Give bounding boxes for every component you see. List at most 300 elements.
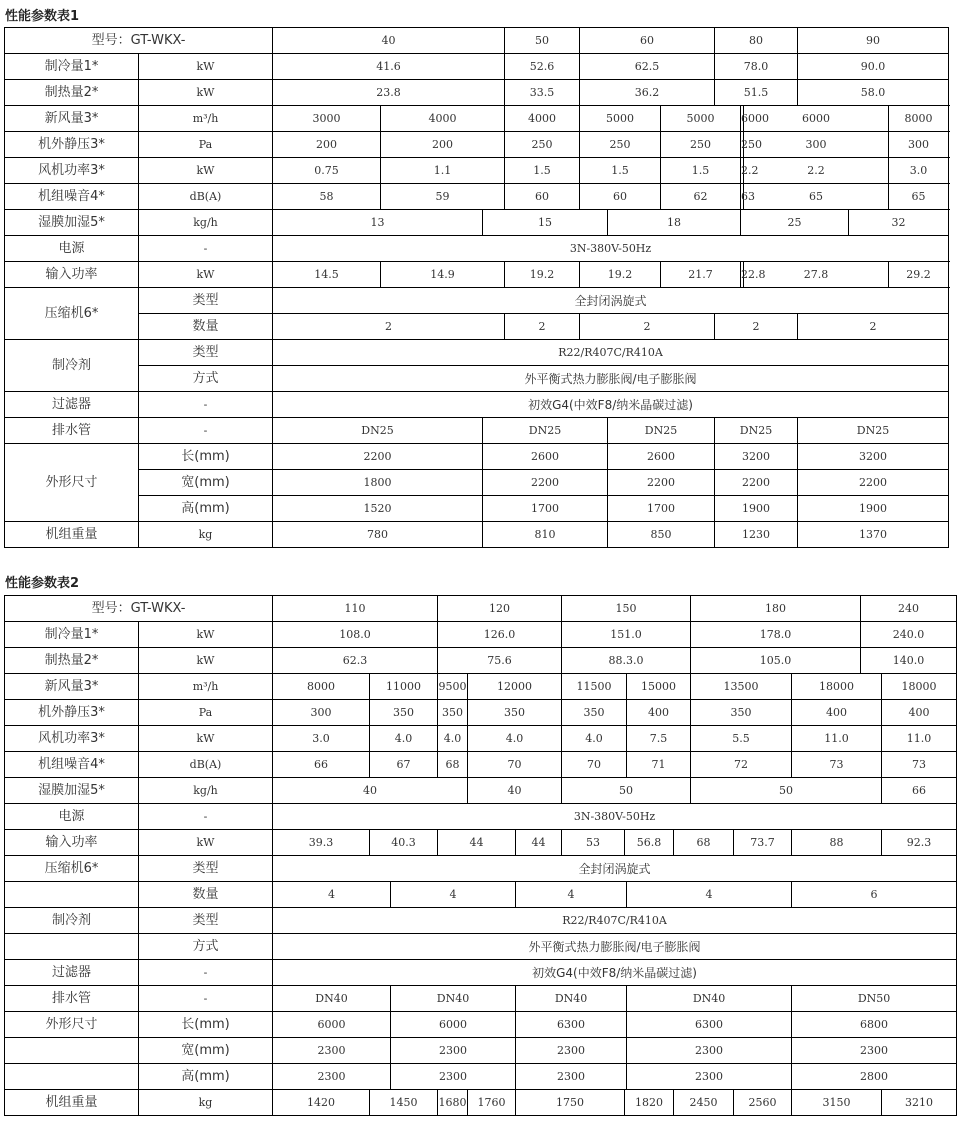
row-label: 新风量3* [5, 106, 139, 132]
row-cooling [5, 54, 949, 80]
value-cell: 350 [468, 700, 562, 726]
row-dim-length [5, 1012, 957, 1038]
value-cell: 8000 [889, 106, 949, 132]
value-cell: 300 [889, 132, 949, 158]
unit-cell: m³/h [139, 106, 273, 132]
value-cell: 11.0 [792, 726, 882, 752]
value-cell: 4.0 [438, 726, 468, 752]
value-cell: 88 [792, 830, 882, 856]
value-cell: 58 [273, 184, 381, 210]
row-dim-height [5, 1064, 957, 1090]
row-noise [5, 184, 949, 210]
section1-title: 性能参数表1 [5, 9, 80, 24]
value-cell: 2300 [273, 1064, 391, 1090]
value-cell: DN25 [483, 418, 608, 444]
sub-label: 高(mm) [139, 496, 273, 522]
value-cell: 1700 [608, 496, 715, 522]
value-cell: 50 [691, 778, 882, 804]
value-cell: 2200 [273, 444, 483, 470]
value-cell: 62.3 [273, 648, 438, 674]
value-cell: 外平衡式热力膨胀阀/电子膨胀阀 [273, 934, 957, 960]
value-cell: 73 [882, 752, 957, 778]
value-cell: 9500 [438, 674, 468, 700]
value-cell: 65 [889, 184, 949, 210]
value-cell: 1230 [715, 522, 798, 548]
value-cell: 44 [438, 830, 516, 856]
row-label-blank [5, 1064, 139, 1090]
value-cell: 2560 [734, 1090, 792, 1116]
model-header: 240 [861, 596, 957, 622]
row-label: 外形尺寸 [5, 1012, 139, 1038]
value-cell: 3000 [273, 106, 381, 132]
row-label: 压缩机6* [5, 856, 139, 882]
row-label: 湿膜加湿5* [5, 210, 139, 236]
value-cell: 250 [505, 132, 580, 158]
unit-cell: kg [139, 1090, 273, 1116]
value-cell: 73 [792, 752, 882, 778]
value-cell: 39.3 [273, 830, 370, 856]
value-cell: 8000 [273, 674, 370, 700]
row-filter [5, 392, 949, 418]
value-cell: 6300 [516, 1012, 627, 1038]
row-refrigerant-mode [5, 934, 957, 960]
value-cell: 126.0 [438, 622, 562, 648]
unit-cell: - [139, 960, 273, 986]
value-cell: 68 [674, 830, 734, 856]
value-cell: 6000 [744, 106, 889, 132]
value-cell: 2600 [608, 444, 715, 470]
row-noise [5, 752, 957, 778]
row-label: 过滤器 [5, 392, 139, 418]
model-header: 90 [798, 28, 949, 54]
row-input-power [5, 830, 957, 856]
unit-cell: - [139, 804, 273, 830]
model-header: 50 [505, 28, 580, 54]
row-label: 输入功率 [5, 830, 139, 856]
value-cell: 400 [627, 700, 691, 726]
value-cell: 1.1 [381, 158, 505, 184]
value-cell: 2300 [627, 1064, 792, 1090]
value-cell: 5000 [580, 106, 661, 132]
value-cell: 1450 [370, 1090, 438, 1116]
model-label: 型号：GT-WKX- [5, 596, 273, 622]
value-cell: 52.6 [505, 54, 580, 80]
value-cell: 6000 [391, 1012, 516, 1038]
value-cell: 1370 [798, 522, 949, 548]
value-cell: 90.0 [798, 54, 949, 80]
row-fan-power [5, 726, 957, 752]
value-cell: 1750 [516, 1090, 625, 1116]
row-label: 机外静压3* [5, 700, 139, 726]
value-cell: 60 [580, 184, 661, 210]
value-cell: 78.0 [715, 54, 798, 80]
value-cell: 初效G4(中效F8/纳米晶碳过滤) [273, 392, 949, 418]
value-cell: 1820 [625, 1090, 674, 1116]
value-cell: 2200 [798, 470, 949, 496]
unit-cell: kW [139, 158, 273, 184]
row-label: 制热量2* [5, 648, 139, 674]
value-cell: 1.5 [580, 158, 661, 184]
unit-cell: kW [139, 54, 273, 80]
row-refrigerant-type [5, 908, 957, 934]
value-cell: 350 [691, 700, 792, 726]
row-label: 机组重量 [5, 522, 139, 548]
row-static-pressure [5, 132, 949, 158]
row-fresh-air [5, 674, 957, 700]
unit-cell: kg/h [139, 210, 273, 236]
row-heating [5, 80, 949, 106]
row-label-blank [5, 934, 139, 960]
value-cell: 1680 [438, 1090, 468, 1116]
row-compressor-type [5, 288, 949, 314]
value-cell: 350 [438, 700, 468, 726]
value-cell: 56.8 [625, 830, 674, 856]
value-cell: DN40 [516, 986, 627, 1012]
unit-cell: dB(A) [139, 184, 273, 210]
value-cell: 71 [627, 752, 691, 778]
row-compressor-type [5, 856, 957, 882]
row-fresh-air [5, 106, 949, 132]
value-cell: 18000 [792, 674, 882, 700]
value-cell: DN40 [391, 986, 516, 1012]
sub-label: 类型 [139, 340, 273, 366]
value-cell: 6800 [792, 1012, 957, 1038]
row-label: 排水管 [5, 418, 139, 444]
unit-cell: Pa [139, 132, 273, 158]
value-cell: 2300 [516, 1064, 627, 1090]
value-cell: 1520 [273, 496, 483, 522]
row-label: 外形尺寸 [5, 444, 139, 522]
value-cell: 3N-380V-50Hz [273, 236, 949, 262]
value-cell: 88.3.0 [562, 648, 691, 674]
value-cell: 40 [468, 778, 562, 804]
model-header: 80 [715, 28, 798, 54]
value-cell: 6000 [273, 1012, 391, 1038]
sub-label: 方式 [139, 366, 273, 392]
value-cell: 50 [562, 778, 691, 804]
unit-cell: m³/h [139, 674, 273, 700]
value-cell: 73.7 [734, 830, 792, 856]
unit-cell: kW [139, 648, 273, 674]
value-cell: 40.3 [370, 830, 438, 856]
row-label: 制冷量1* [5, 54, 139, 80]
value-cell: 23.8 [273, 80, 505, 106]
row-label: 电源 [5, 804, 139, 830]
value-cell: 1760 [468, 1090, 516, 1116]
unit-cell: - [139, 418, 273, 444]
value-cell: DN25 [608, 418, 715, 444]
value-cell: 2.2 [744, 158, 889, 184]
row-cooling [5, 622, 957, 648]
value-cell: 19.2 [580, 262, 661, 288]
row-label: 机组噪音4* [5, 184, 139, 210]
value-cell: 6 [792, 882, 957, 908]
value-cell: 140.0 [861, 648, 957, 674]
value-cell: 4000 [505, 106, 580, 132]
value-cell: 300 [273, 700, 370, 726]
row-label: 过滤器 [5, 960, 139, 986]
value-cell: 22.8 [741, 262, 744, 288]
row-drain [5, 986, 957, 1012]
value-cell: 14.5 [273, 262, 381, 288]
value-cell: 59 [381, 184, 505, 210]
unit-cell: - [139, 236, 273, 262]
unit-cell: - [139, 986, 273, 1012]
row-dim-length [5, 444, 949, 470]
row-model [5, 596, 957, 622]
row-humidify [5, 778, 957, 804]
value-cell: 2 [273, 314, 505, 340]
value-cell: 66 [273, 752, 370, 778]
value-cell: 300 [744, 132, 889, 158]
value-cell: 1.5 [661, 158, 741, 184]
unit-cell: kW [139, 80, 273, 106]
value-cell: 4.0 [468, 726, 562, 752]
row-label: 电源 [5, 236, 139, 262]
value-cell: 200 [273, 132, 381, 158]
value-cell: 18000 [882, 674, 957, 700]
row-compressor-count [5, 314, 949, 340]
value-cell: 2 [715, 314, 798, 340]
value-cell: 58.0 [798, 80, 949, 106]
model-label: 型号：GT-WKX- [5, 28, 273, 54]
unit-cell: Pa [139, 700, 273, 726]
value-cell: 92.3 [882, 830, 957, 856]
value-cell: 2450 [674, 1090, 734, 1116]
value-cell: 2800 [792, 1064, 957, 1090]
value-cell: 14.9 [381, 262, 505, 288]
value-cell: 3200 [715, 444, 798, 470]
value-cell: 4.0 [562, 726, 627, 752]
row-label: 新风量3* [5, 674, 139, 700]
value-cell: 2 [580, 314, 715, 340]
value-cell: 1420 [273, 1090, 370, 1116]
sub-label: 数量 [139, 882, 273, 908]
value-cell: 5.5 [691, 726, 792, 752]
value-cell: 初效G4(中效F8/纳米晶碳过滤) [273, 960, 957, 986]
row-humidify [5, 210, 949, 236]
value-cell: 240.0 [861, 622, 957, 648]
value-cell: 21.7 [661, 262, 741, 288]
value-cell: 2200 [608, 470, 715, 496]
row-label: 湿膜加湿5* [5, 778, 139, 804]
value-cell: 1900 [715, 496, 798, 522]
model-header: 60 [580, 28, 715, 54]
value-cell: 2300 [391, 1064, 516, 1090]
value-cell: 850 [608, 522, 715, 548]
row-refrigerant-type [5, 340, 949, 366]
row-compressor-count [5, 882, 957, 908]
value-cell: 33.5 [505, 80, 580, 106]
value-cell: 350 [370, 700, 438, 726]
row-drain [5, 418, 949, 444]
unit-cell: dB(A) [139, 752, 273, 778]
unit-cell: kg/h [139, 778, 273, 804]
value-cell: R22/R407C/R410A [273, 340, 949, 366]
value-cell: 6300 [627, 1012, 792, 1038]
value-cell: DN25 [798, 418, 949, 444]
value-cell: 3.0 [273, 726, 370, 752]
value-cell: DN25 [715, 418, 798, 444]
value-cell: 2300 [516, 1038, 627, 1064]
row-label: 机组重量 [5, 1090, 139, 1116]
value-cell: 3200 [798, 444, 949, 470]
performance-table-2 [4, 595, 957, 1116]
sub-label: 长(mm) [139, 444, 273, 470]
value-cell: 108.0 [273, 622, 438, 648]
row-power-supply [5, 236, 949, 262]
model-header: 110 [273, 596, 438, 622]
value-cell: 250 [580, 132, 661, 158]
value-cell: 60 [505, 184, 580, 210]
value-cell: DN50 [792, 986, 957, 1012]
value-cell: 3.0 [889, 158, 949, 184]
section2-title: 性能参数表2 [5, 576, 80, 591]
value-cell: 400 [882, 700, 957, 726]
value-cell: 70 [562, 752, 627, 778]
value-cell: 18 [608, 210, 741, 236]
row-dim-height [5, 496, 949, 522]
value-cell: 62.5 [580, 54, 715, 80]
value-cell: 250 [741, 132, 744, 158]
unit-cell: kW [139, 262, 273, 288]
value-cell: 105.0 [691, 648, 861, 674]
value-cell: 2300 [792, 1038, 957, 1064]
value-cell: 51.5 [715, 80, 798, 106]
sub-label: 宽(mm) [139, 1038, 273, 1064]
value-cell: DN40 [273, 986, 391, 1012]
value-cell: 11500 [562, 674, 627, 700]
value-cell: 2300 [391, 1038, 516, 1064]
value-cell: 65 [744, 184, 889, 210]
sub-label: 高(mm) [139, 1064, 273, 1090]
value-cell: 2600 [483, 444, 608, 470]
value-cell: 36.2 [580, 80, 715, 106]
value-cell: 2 [505, 314, 580, 340]
value-cell: 25 [741, 210, 849, 236]
row-filter [5, 960, 957, 986]
sub-label: 宽(mm) [139, 470, 273, 496]
value-cell: 70 [468, 752, 562, 778]
row-label: 制热量2* [5, 80, 139, 106]
sub-label: 长(mm) [139, 1012, 273, 1038]
value-cell: 151.0 [562, 622, 691, 648]
value-cell: 2 [798, 314, 949, 340]
unit-cell: kW [139, 726, 273, 752]
value-cell: 2.2 [741, 158, 744, 184]
value-cell: 7.5 [627, 726, 691, 752]
model-header: 150 [562, 596, 691, 622]
value-cell: 4 [273, 882, 391, 908]
row-weight [5, 1090, 957, 1116]
row-label: 制冷量1* [5, 622, 139, 648]
value-cell: 12000 [468, 674, 562, 700]
value-cell: 11000 [370, 674, 438, 700]
row-dim-width [5, 470, 949, 496]
value-cell: 780 [273, 522, 483, 548]
value-cell: 63 [741, 184, 744, 210]
value-cell: 外平衡式热力膨胀阀/电子膨胀阀 [273, 366, 949, 392]
value-cell: 4 [516, 882, 627, 908]
value-cell: 27.8 [744, 262, 889, 288]
value-cell: 15 [483, 210, 608, 236]
row-static-pressure [5, 700, 957, 726]
value-cell: 350 [562, 700, 627, 726]
row-label: 制冷剂 [5, 908, 139, 934]
value-cell: DN25 [273, 418, 483, 444]
value-cell: 13 [273, 210, 483, 236]
model-header: 120 [438, 596, 562, 622]
value-cell: 400 [792, 700, 882, 726]
value-cell: 40 [273, 778, 468, 804]
value-cell: 全封闭涡旋式 [273, 288, 949, 314]
value-cell: 44 [516, 830, 562, 856]
row-power-supply [5, 804, 957, 830]
value-cell: 66 [882, 778, 957, 804]
unit-cell: kW [139, 622, 273, 648]
row-label: 机外静压3* [5, 132, 139, 158]
value-cell: 1700 [483, 496, 608, 522]
row-refrigerant-mode [5, 366, 949, 392]
unit-cell: kg [139, 522, 273, 548]
model-header: 40 [273, 28, 505, 54]
row-label: 排水管 [5, 986, 139, 1012]
value-cell: 5000 [661, 106, 741, 132]
performance-table-1 [4, 27, 949, 548]
row-label: 风机功率3* [5, 726, 139, 752]
value-cell: 200 [381, 132, 505, 158]
value-cell: 62 [661, 184, 741, 210]
row-label-blank [5, 882, 139, 908]
value-cell: 4.0 [370, 726, 438, 752]
value-cell: 29.2 [889, 262, 949, 288]
model-header: 180 [691, 596, 861, 622]
value-cell: 13500 [691, 674, 792, 700]
row-input-power [5, 262, 949, 288]
sub-label: 类型 [139, 908, 273, 934]
value-cell: 3210 [882, 1090, 957, 1116]
value-cell: 0.75 [273, 158, 381, 184]
value-cell: 6000 [741, 106, 744, 132]
value-cell: R22/R407C/R410A [273, 908, 957, 934]
value-cell: 2200 [483, 470, 608, 496]
value-cell: 1900 [798, 496, 949, 522]
row-weight [5, 522, 949, 548]
value-cell: 4 [391, 882, 516, 908]
row-heating [5, 648, 957, 674]
value-cell: 3N-380V-50Hz [273, 804, 957, 830]
value-cell: 15000 [627, 674, 691, 700]
value-cell: 2200 [715, 470, 798, 496]
value-cell: 4000 [381, 106, 505, 132]
sub-label: 类型 [139, 856, 273, 882]
sub-label: 数量 [139, 314, 273, 340]
value-cell: 68 [438, 752, 468, 778]
value-cell: 1.5 [505, 158, 580, 184]
value-cell: 178.0 [691, 622, 861, 648]
value-cell: 19.2 [505, 262, 580, 288]
row-label: 输入功率 [5, 262, 139, 288]
value-cell: 67 [370, 752, 438, 778]
row-model [5, 28, 949, 54]
value-cell: 41.6 [273, 54, 505, 80]
sub-label: 类型 [139, 288, 273, 314]
value-cell: 1800 [273, 470, 483, 496]
value-cell: 4 [627, 882, 792, 908]
row-label: 风机功率3* [5, 158, 139, 184]
value-cell: 32 [849, 210, 949, 236]
value-cell: DN40 [627, 986, 792, 1012]
